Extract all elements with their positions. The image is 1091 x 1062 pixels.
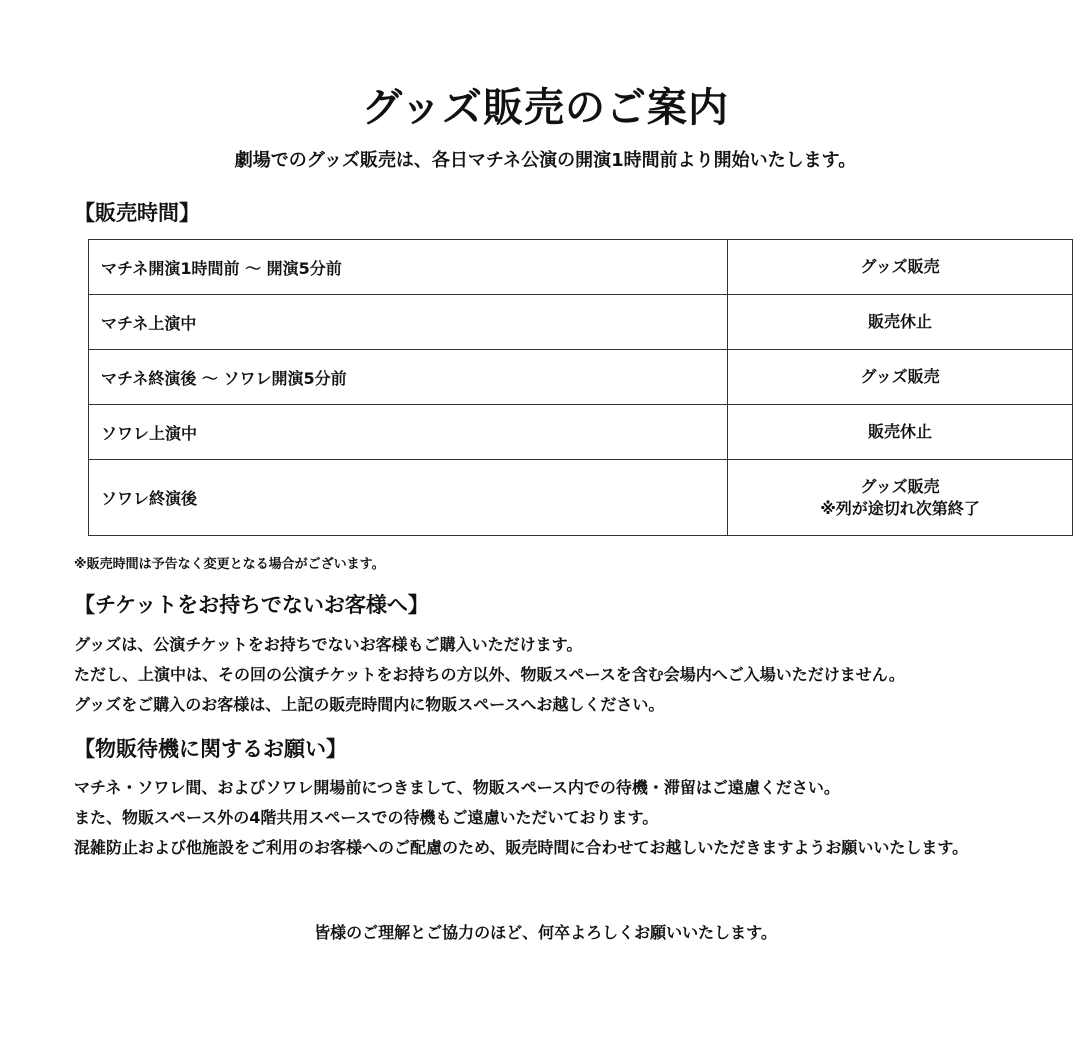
schedule-status: 販売休止: [728, 295, 1073, 350]
closing-message: 皆様のご理解とご協力のほど、何卒よろしくお願いいたします。: [314, 923, 777, 942]
sales-schedule-table: [88, 239, 1073, 536]
no-ticket-paragraph: [74, 630, 1034, 720]
schedule-status: 販売休止: [728, 405, 1073, 460]
paragraph-line: また、物販スペース外の4階共用スペースでの待機もご遠慮いただいております。: [74, 808, 659, 827]
paragraph-line: グッズは、公演チケットをお持ちでないお客様もご購入いただけます。: [74, 635, 583, 654]
page-title: グッズ販売のご案内: [362, 85, 729, 131]
schedule-footnote: ※販売時間は予告なく変更となる場合がございます。: [74, 557, 385, 572]
table-row: [89, 460, 1073, 536]
schedule-status-note: ※列が途切れ次第終了: [820, 498, 980, 518]
schedule-status: グッズ販売: [728, 350, 1073, 405]
schedule-time: ソワレ上演中: [89, 405, 728, 460]
schedule-time: マチネ終演後 〜 ソワレ開演5分前: [89, 350, 728, 405]
schedule-time: マチネ上演中: [89, 295, 728, 350]
paragraph-line: グッズをご購入のお客様は、上記の販売時間内に物販スペースへお越しください。: [74, 695, 665, 714]
table-row: [89, 405, 1073, 460]
paragraph-line: ただし、上演中は、その回の公演チケットをお持ちの方以外、物販スペースを含む会場内へご入場いただけません。: [74, 665, 905, 684]
no-ticket-heading: 【チケットをお持ちでないお客様へ】: [74, 593, 429, 617]
schedule-status: グッズ販売: [860, 476, 940, 496]
table-row: [89, 240, 1073, 295]
table-row: [89, 295, 1073, 350]
paragraph-line: マチネ・ソワレ間、およびソワレ開場前につきまして、物販スペース内での待機・滞留はご遠慮ください。: [74, 778, 840, 797]
schedule-time: マチネ開演1時間前 〜 開演5分前: [89, 240, 728, 295]
table-row: [89, 350, 1073, 405]
waiting-request-heading: 【物販待機に関するお願い】: [74, 737, 347, 761]
schedule-status-cell: [728, 460, 1073, 536]
schedule-time: ソワレ終演後: [89, 460, 728, 536]
schedule-status: グッズ販売: [728, 240, 1073, 295]
sales-hours-heading: 【販売時間】: [74, 201, 200, 225]
paragraph-line: 混雑防止および他施設をご利用のお客様へのご配慮のため、販売時間に合わせてお越しいただきますようお願いいたします。: [74, 838, 969, 857]
page-subtitle: 劇場でのグッズ販売は、各日マチネ公演の開演1時間前より開始いたします。: [234, 150, 857, 171]
waiting-request-paragraph: [74, 773, 1034, 863]
